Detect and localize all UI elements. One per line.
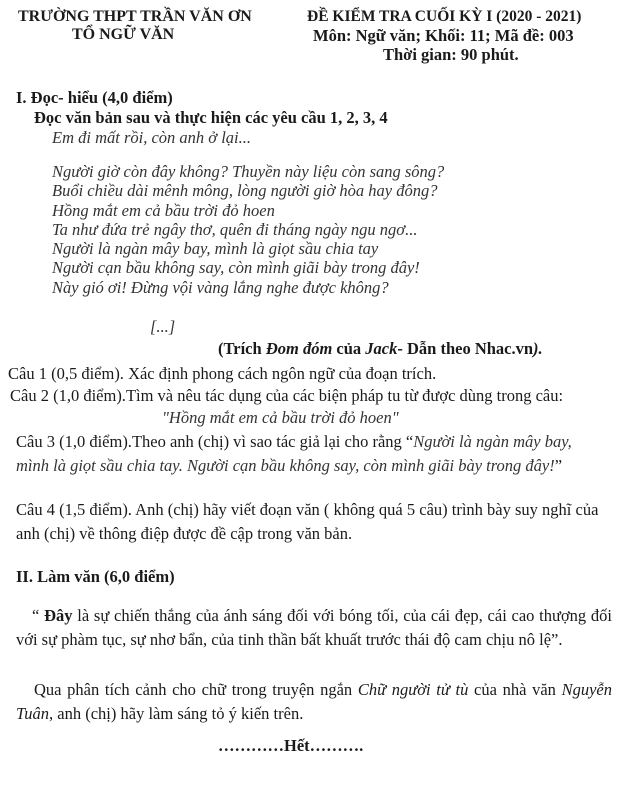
section2-title: II. Làm văn (6,0 điểm) (16, 567, 175, 586)
poem-source: (Trích Đom đóm của Jack- Dẫn theo Nhac.vn). (218, 339, 543, 358)
question-2: Câu 2 (1,0 điểm).Tìm và nêu tác dụng của các biện pháp tu từ được dùng trong câu: (10, 386, 564, 405)
time-line: Thời gian: 90 phút. (383, 45, 519, 64)
essay-task: Qua phân tích cảnh cho chữ trong truyện ngắn Chữ người tử tù của nhà văn Nguyễn Tuân, anh (chị) hãy làm sáng tỏ ý kiến trên. (16, 680, 612, 723)
school-name: TRƯỜNG THPT TRẦN VĂN ƠN (18, 8, 252, 25)
poem-line: Này gió ơi! Đừng vội vàng lắng nghe được không? (52, 277, 389, 297)
end-mark: …………Hết………. (218, 736, 364, 755)
section1-title: I. Đọc- hiểu (4,0 điểm) (16, 88, 173, 107)
poem-line: Người cạn bầu không say, còn mình giãi bày trong đây! (52, 258, 420, 278)
poem-block (52, 162, 444, 297)
poem-line: Hồng mắt em cả bầu trời đỏ hoen (52, 200, 275, 220)
poem-line: Buổi chiều dài mênh mông, lòng người giờ hòa hay đông? (52, 181, 438, 201)
poem-line: Người là ngàn mây bay, mình là giọt sầu chia tay (52, 239, 379, 259)
poem-ellipsis: [...] (150, 317, 176, 336)
section1-instruction: Đọc văn bản sau và thực hiện các yêu cầu 1, 2, 3, 4 (34, 108, 388, 127)
poem-line: Người giờ còn đây không? Thuyền này liệu còn sang sông? (52, 162, 445, 181)
essay-quote: “ Đây là sự chiến thắng của ánh sáng đối với bóng tối, của cái đẹp, cái cao thượng đối với sự phàm tục, sự nhơ bẩn, của tinh thần bất khuất trước thái độ cam chịu nô lệ”. (16, 606, 613, 649)
department-name: TỔ NGỮ VĂN (72, 26, 175, 43)
exam-title: ĐỀ KIỂM TRA CUỐI KỲ I (2020 - 2021) (307, 8, 582, 25)
poem-intro: Em đi mất rồi, còn anh ở lại... (52, 128, 252, 147)
question-2-quote: "Hồng mắt em cả bầu trời đỏ hoen" (162, 408, 399, 427)
subject-line: Môn: Ngữ văn; Khối: 11; Mã đề: 003 (313, 26, 574, 45)
poem-line: Ta như đứa trẻ ngây thơ, quên đi tháng ngày ngu ngơ... (52, 219, 418, 239)
question-4: Câu 4 (1,5 điểm). Anh (chị) hãy viết đoạn văn ( không quá 5 câu) trình bày suy nghĩ của anh (chị) về thông điệp được đề cập trong văn bản. (16, 500, 599, 543)
question-3: Câu 3 (1,0 điểm).Theo anh (chị) vì sao tác giả lại cho rằng “Người là ngàn mây bay, mình là giọt sầu chia tay. Người cạn bầu không say, còn mình giãi bày trong đây!” (16, 432, 572, 475)
question-1: Câu 1 (0,5 điểm). Xác định phong cách ngôn ngữ của đoạn trích. (8, 364, 437, 383)
